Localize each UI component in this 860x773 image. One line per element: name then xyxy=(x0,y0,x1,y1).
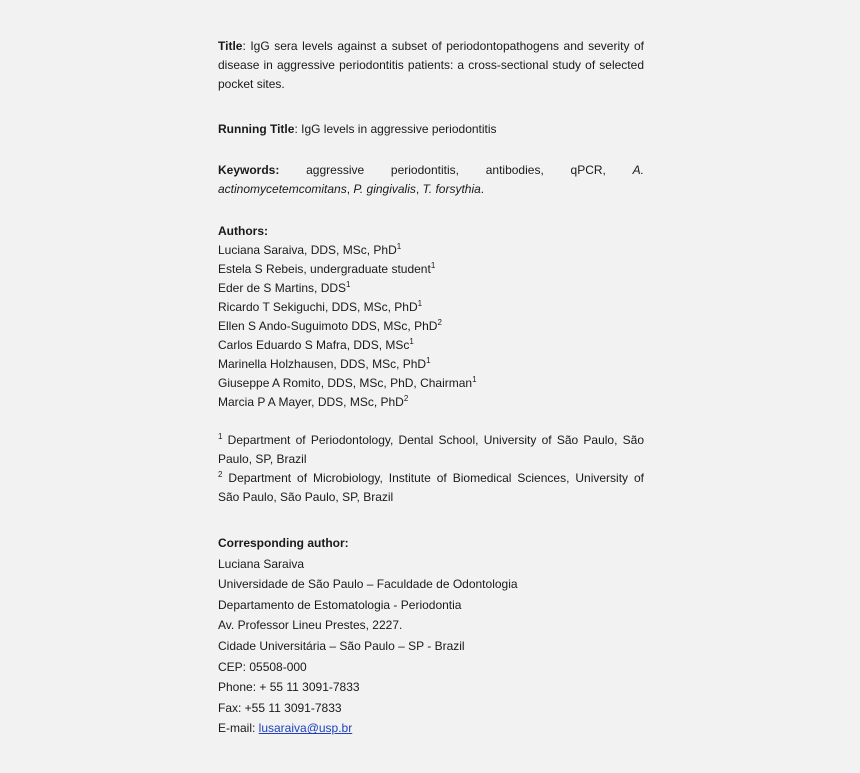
title-label: Title xyxy=(218,39,243,53)
author-name: Luciana Saraiva, DDS, MSc, PhD xyxy=(218,243,397,257)
author-name: Ellen S Ando-Suguimoto DDS, MSc, PhD xyxy=(218,319,438,333)
author-line xyxy=(218,317,644,336)
corresponding-heading: Corresponding author: xyxy=(218,536,349,550)
running-title-block xyxy=(218,120,644,139)
affiliation-text: Department of Periodontology, Dental School, University of São Paulo, São Paulo, SP, Brazil xyxy=(218,433,644,466)
authors-heading: Authors: xyxy=(218,224,268,238)
keywords-label: Keywords: xyxy=(218,163,280,177)
keyword: antibodies, xyxy=(485,163,544,177)
author-line xyxy=(218,241,644,260)
author-name: Carlos Eduardo S Mafra, DDS, MSc xyxy=(218,338,410,352)
keywords-line-2 xyxy=(218,180,644,199)
address-line: Luciana Saraiva xyxy=(218,556,305,571)
address-line: Departamento de Estomatologia - Periodontia xyxy=(218,597,462,612)
title-text: : IgG sera levels against a subset of periodontopathogens and severity of disease in aggressive periodontitis patients: a cross-sectional study of selected pocket sites. xyxy=(218,39,644,91)
affiliation-text: Department of Microbiology, Institute of Biomedical Sciences, University of São Paulo, São Paulo, SP, Brazil xyxy=(218,471,644,504)
affiliation-sup: 1 xyxy=(426,356,431,365)
author-line xyxy=(218,374,644,393)
author-name: Marcia P A Mayer, DDS, MSc, PhD xyxy=(218,395,404,409)
authors-block xyxy=(218,222,644,412)
affiliation-sup: 1 xyxy=(396,242,402,251)
keyword: P. gingivalis xyxy=(353,182,416,196)
author-line xyxy=(218,298,644,317)
author-line xyxy=(218,393,644,412)
affiliation-sup: 2 xyxy=(403,394,409,403)
keyword: periodontitis, xyxy=(390,163,459,177)
running-title-label: Running Title xyxy=(218,122,295,136)
affiliations-block xyxy=(218,431,644,507)
corresponding-author-block xyxy=(218,533,644,739)
author-line xyxy=(218,355,644,374)
phone-line: Phone: + 55 11 3091-7833 xyxy=(218,680,360,695)
email-label: E-mail: xyxy=(218,721,259,736)
running-title-text: : IgG levels in aggressive periodontitis xyxy=(294,122,497,136)
author-name: Marinella Holzhausen, DDS, MSc, PhD xyxy=(218,357,427,371)
keywords-block xyxy=(218,161,644,199)
keywords-line-1 xyxy=(218,161,644,180)
separator: , xyxy=(346,182,354,196)
affiliation-sup: 2 xyxy=(218,470,223,479)
affiliation-sup: 2 xyxy=(437,318,442,327)
keyword: A. xyxy=(632,163,644,177)
affiliation-sup: 1 xyxy=(417,299,423,308)
author-name: Giuseppe A Romito, DDS, MSc, PhD, Chairman xyxy=(218,376,473,390)
author-line xyxy=(218,260,644,279)
author-name: Eder de S Martins, DDS xyxy=(218,281,347,295)
affiliation-sup: 1 xyxy=(472,375,477,384)
keyword: actinomycetemcomitans xyxy=(218,182,347,196)
affiliation xyxy=(218,431,644,469)
keyword: qPCR, xyxy=(570,163,606,177)
affiliation-sup: 1 xyxy=(430,261,436,270)
author-line xyxy=(218,336,644,355)
affiliation xyxy=(218,469,644,507)
email-line xyxy=(218,718,644,739)
affiliation-sup: 1 xyxy=(409,337,414,346)
fax-line: Fax: +55 11 3091-7833 xyxy=(218,700,342,715)
author-name: Estela S Rebeis, undergraduate student xyxy=(218,262,431,276)
affiliation-sup: 1 xyxy=(218,432,223,441)
affiliation-sup: 1 xyxy=(346,280,351,289)
keyword: aggressive xyxy=(306,163,365,177)
address-line: Cidade Universitária – São Paulo – SP - Brazil xyxy=(218,638,465,653)
address-line: Av. Professor Lineu Prestes, 2227. xyxy=(218,618,403,633)
address-line: CEP: 05508-000 xyxy=(218,659,307,674)
separator: . xyxy=(480,182,485,196)
author-line xyxy=(218,279,644,298)
address-line: Universidade de São Paulo – Faculdade de Odontologia xyxy=(218,577,518,592)
keyword: T. forsythia xyxy=(422,182,481,196)
author-name: Ricardo T Sekiguchi, DDS, MSc, PhD xyxy=(218,300,418,314)
separator: , xyxy=(415,182,423,196)
title-block xyxy=(218,37,644,94)
email-link[interactable]: lusaraiva@usp.br xyxy=(258,721,353,736)
